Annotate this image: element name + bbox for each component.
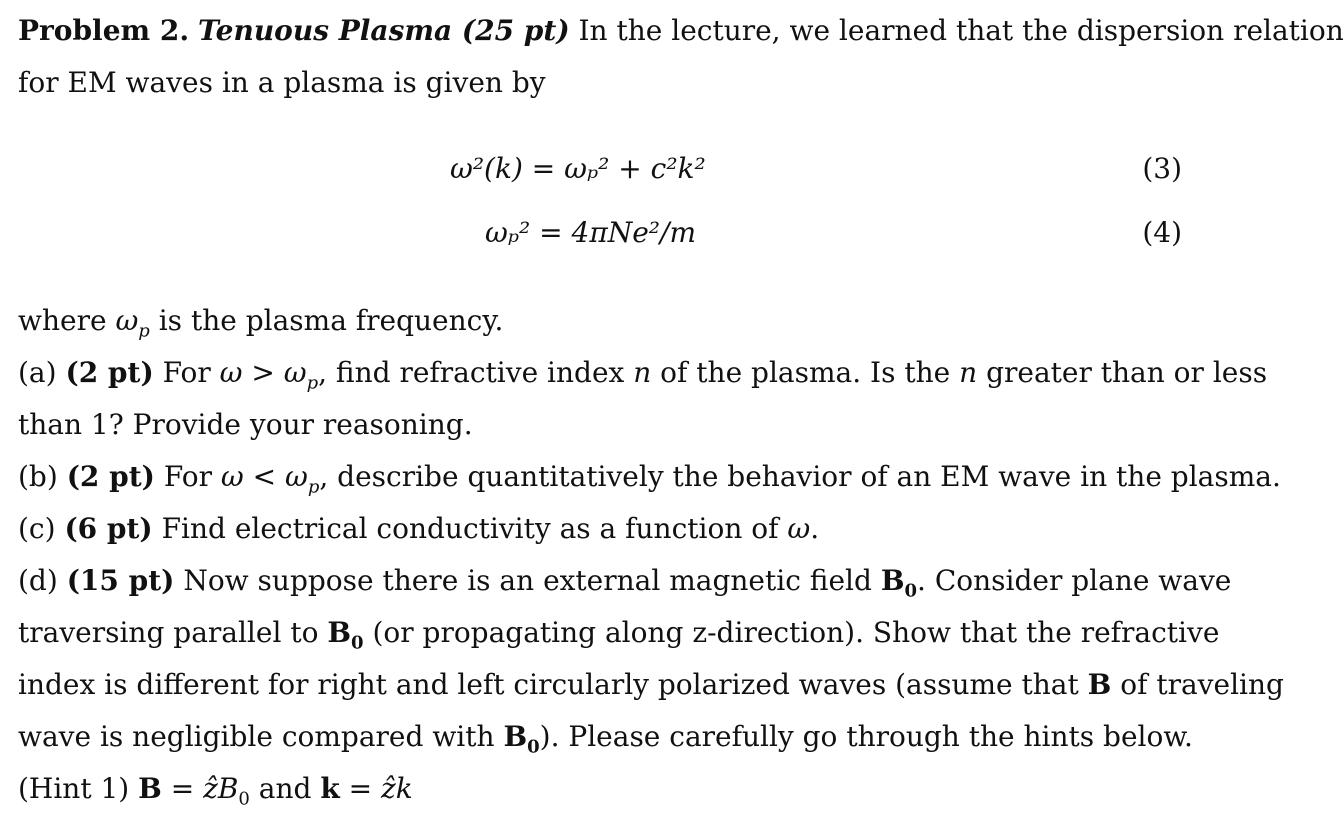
- part-d-text-1: Now suppose there is an external magnetic field: [183, 564, 872, 597]
- part-c-text: Find electrical conductivity as a function of: [161, 512, 779, 545]
- part-d-label: (d): [18, 564, 58, 597]
- part-a-text-1: For: [162, 356, 211, 389]
- part-d-text-1b: . Consider plane wave: [917, 564, 1232, 597]
- part-d-line-4: [18, 720, 1193, 758]
- b0-symbol: $B_0$: [880, 564, 918, 602]
- intro-line-2: [18, 66, 546, 100]
- part-c-points: (6 pt): [64, 512, 153, 545]
- equation-3-text: ω²(k) = ωₚ² + c²k²: [450, 152, 706, 185]
- part-a-line-1: [18, 356, 1268, 394]
- intro-text-1: In the lecture, we learned that the dispersion relation: [578, 14, 1344, 47]
- part-b-points: (2 pt): [66, 460, 155, 493]
- part-a-text-5: than 1? Provide your reasoning.: [18, 408, 473, 441]
- part-a-line-2: [18, 408, 473, 442]
- where-prefix: where: [18, 304, 107, 337]
- part-a-text-3: of the plasma. Is the: [660, 356, 951, 389]
- part-c-line: (c) (6 pt) Find electrical conductivity as a function of ω.: [18, 512, 820, 545]
- problem-title: Tenuous Plasma (25 pt): [198, 14, 570, 47]
- part-a-points: (2 pt): [65, 356, 154, 389]
- intro-text-2: for EM waves in a plasma is given by: [18, 66, 546, 99]
- n-symbol: n: [633, 356, 652, 389]
- part-a-condition: $\omega > \omega_p$: [219, 356, 319, 394]
- problem-header-line: [18, 14, 1344, 48]
- where-suffix: is the plasma frequency.: [158, 304, 504, 337]
- hint-eq-2: = ẑk: [348, 772, 413, 805]
- part-d-text-3a: index is different for right and left circularly polarized waves (assume that: [18, 668, 1079, 701]
- part-d-text-2a: traversing parallel to: [18, 616, 319, 649]
- b-symbol: B: [1087, 668, 1112, 701]
- hint-1-line: [18, 772, 413, 810]
- part-b-text-1: For: [163, 460, 212, 493]
- equation-4: [485, 216, 696, 250]
- equation-3: [450, 152, 706, 186]
- part-b-line: [18, 460, 1281, 498]
- part-d-text-2b: (or propagating along z-direction). Show that the refractive: [372, 616, 1220, 649]
- omega-p-symbol: $\omega_p$: [115, 304, 150, 342]
- part-b-condition: $\omega < \omega_p$: [220, 460, 320, 498]
- part-a-text-4: greater than or less: [986, 356, 1268, 389]
- omega-symbol: ω: [787, 512, 811, 545]
- part-d-text-3b: of traveling: [1120, 668, 1284, 701]
- part-a-text-2: , find refractive index: [318, 356, 625, 389]
- part-d-text-4b: ). Please carefully go through the hints below.: [539, 720, 1193, 753]
- part-d-line-2: [18, 616, 1220, 654]
- part-d-line-3: [18, 668, 1284, 702]
- hint-k-symbol: k: [320, 772, 340, 805]
- part-d-points: (15 pt): [66, 564, 175, 597]
- part-b-text-2: , describe quantitatively the behavior of an EM wave in the plasma.: [319, 460, 1281, 493]
- part-a-label: (a): [18, 356, 57, 389]
- hint-eq-1: = ẑB$_0$: [170, 772, 250, 810]
- equation-3-number: (3): [1142, 152, 1182, 185]
- equation-4-text: ωₚ² = 4πNe²/m: [485, 216, 697, 249]
- hint-and: and: [258, 772, 312, 805]
- part-d-text-4a: wave is negligible compared with: [18, 720, 495, 753]
- n-symbol-2: n: [959, 356, 978, 389]
- hint-b-symbol: B: [138, 772, 162, 805]
- part-d-line-1: [18, 564, 1232, 602]
- part-c-label: (c): [18, 512, 56, 545]
- b0-symbol-2: $B_0$: [327, 616, 364, 654]
- hint-1-label: (Hint 1): [18, 772, 130, 805]
- b0-symbol-3: $B_0$: [503, 720, 540, 758]
- equation-4-number: (4): [1142, 216, 1182, 249]
- part-b-label: (b): [18, 460, 58, 493]
- problem-number: Problem 2.: [18, 14, 190, 47]
- where-line: [18, 304, 504, 342]
